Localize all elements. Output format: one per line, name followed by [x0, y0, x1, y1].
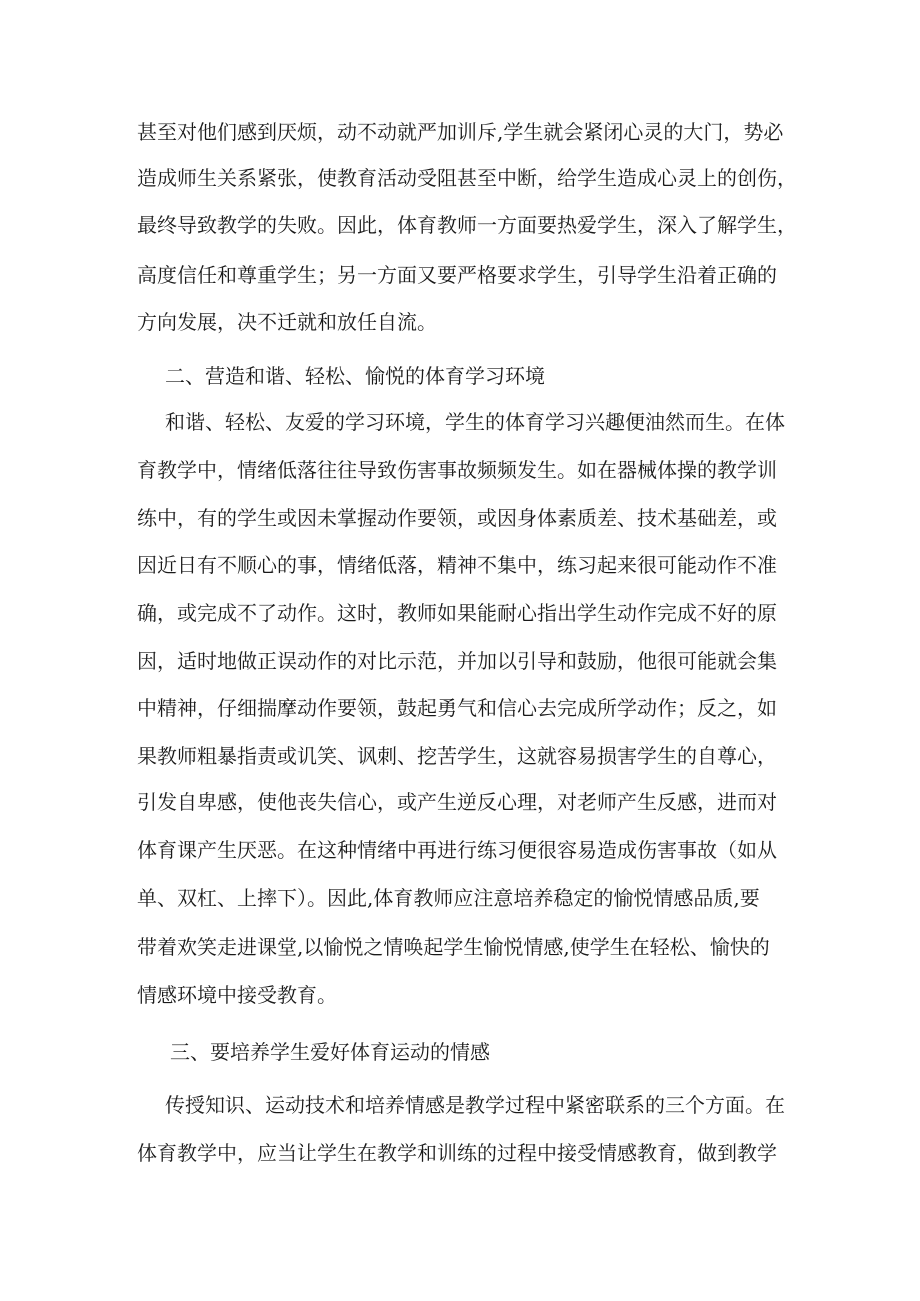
paragraph-line: 单、双杠、上摔下）。因此,体育教师应注意培养稳定的愉悦情感品质,要 [137, 886, 760, 910]
paragraph-line: 体育课产生厌恶。在这种情绪中再进行练习便很容易造成伤害事故（如从 [137, 838, 777, 862]
paragraph-line: 确，或完成不了动作。这时，教师如果能耐心指出学生动作完成不好的原 [137, 601, 777, 625]
paragraph-line: 最终导致教学的失败。因此，体育教师一方面要热爱学生，深入了解学生， [137, 213, 797, 237]
paragraph-line: 带着欢笑走进课堂,以愉悦之情唤起学生愉悦情感,使学生在轻松、愉快的 [137, 935, 770, 959]
paragraph-line: 因，适时地做正误动作的对比示范，并加以引导和鼓励，他很可能就会集 [137, 649, 777, 673]
paragraph-line: 中精神，仔细揣摩动作要领，鼓起勇气和信心去完成所学动作；反之，如 [137, 696, 777, 720]
paragraph-line: 方向发展，决不迁就和放任自流。 [137, 310, 437, 334]
paragraph-line: 和谐、轻松、友爱的学习环境，学生的体育学习兴趣便油然而生。在体 [165, 410, 785, 434]
paragraph-line: 甚至对他们感到厌烦，动不动就严加训斥,学生就会紧闭心灵的大门，势必 [137, 120, 784, 144]
paragraph-line: 育教学中，情绪低落往往导致伤害事故频频发生。如在器械体操的教学训 [137, 458, 777, 482]
paragraph-line: 情感环境中接受教育。 [137, 983, 337, 1007]
section-heading: 二、营造和谐、轻松、愉悦的体育学习环境 [165, 364, 545, 388]
paragraph-line: 体育教学中，应当让学生在教学和训练的过程中接受情感教育，做到教学 [137, 1141, 777, 1165]
section-heading: 三、要培养学生爱好体育运动的情感 [170, 1040, 490, 1064]
paragraph-line: 因近日有不顺心的事，情绪低落，精神不集中，练习起来很可能动作不准 [137, 553, 777, 577]
paragraph-line: 传授知识、运动技术和培养情感是教学过程中紧密联系的三个方面。在 [165, 1093, 785, 1117]
paragraph-line: 练中，有的学生或因未掌握动作要领，或因身体素质差、技术基础差，或 [137, 506, 777, 530]
paragraph-line: 高度信任和尊重学生；另一方面又要严格要求学生，引导学生沿着正确的 [137, 263, 777, 287]
paragraph-line: 果教师粗暴指责或讥笑、讽刺、挖苦学生，这就容易损害学生的自尊心， [137, 744, 777, 768]
paragraph-line: 造成师生关系紧张，使教育活动受阻甚至中断，给学生造成心灵上的创伤， [137, 166, 797, 190]
paragraph-line: 引发自卑感，使他丧失信心，或产生逆反心理，对老师产生反感，进而对 [137, 790, 777, 814]
